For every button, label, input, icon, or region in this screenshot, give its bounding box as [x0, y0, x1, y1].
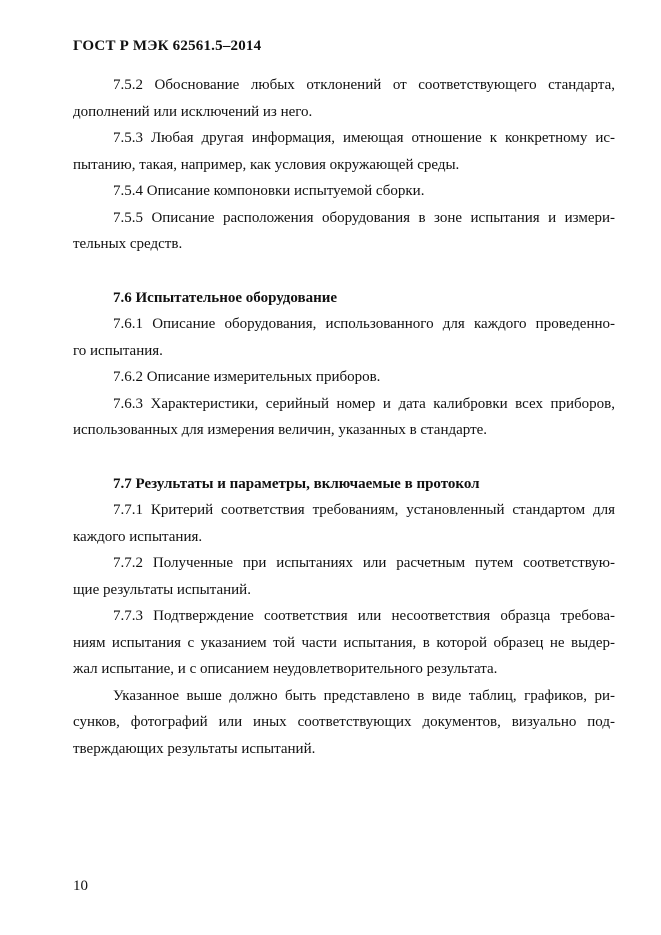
text-line: 7.7.2 Полученные при испытаниях или расчетным путем соответствую- — [113, 555, 615, 571]
text-line: 7.7.1 Критерий соответствия требованиям, установленный стандартом для — [113, 502, 615, 518]
section-gap — [73, 444, 615, 471]
text-line: 7.5.5 Описание расположения оборудования в зоне испытания и измери- — [113, 209, 615, 226]
text-line: использованных для измерения величин, указанных в стандарте. — [73, 422, 488, 438]
paragraph-7-7-3 — [73, 603, 615, 683]
paragraph-summary — [73, 683, 615, 763]
text-line: 7.6.1 Описание оборудования, использованного для каждого проведенно- — [113, 316, 615, 332]
text-line: щие результаты испытаний. — [73, 581, 251, 598]
paragraph-7-5-2 — [73, 72, 615, 125]
paragraph-7-7-2 — [73, 550, 615, 603]
section-heading-7-7: 7.7 Результаты и параметры, включаемые в протокол — [113, 475, 480, 492]
paragraph-7-6-1 — [73, 311, 615, 364]
paragraph-7-5-3 — [73, 125, 615, 178]
paragraph-7-5-4 — [73, 178, 615, 205]
text-line: жал испытание, и с описанием неудовлетворительного результата. — [73, 661, 498, 677]
paragraph-7-6-2 — [73, 364, 615, 391]
text-line: дополнений или исключений из него. — [73, 103, 313, 120]
paragraph-7-7-1 — [73, 497, 615, 550]
document-body — [73, 72, 615, 762]
paragraph-7-6-3 — [73, 391, 615, 444]
text-line: 7.7.3 Подтверждение соответствия или несоответствия образца требова- — [113, 608, 615, 624]
text-line: 7.6.2 Описание измерительных приборов. — [113, 369, 381, 385]
text-line: каждого испытания. — [73, 528, 203, 545]
text-line: 7.5.2 Обоснование любых отклонений от соответствующего стандарта, — [113, 77, 615, 93]
paragraph-7-5-5 — [73, 205, 615, 258]
text-line: пытанию, такая, например, как условия окружающей среды. — [73, 156, 460, 173]
document-header: ГОСТ Р МЭК 62561.5–2014 — [73, 38, 262, 54]
section-heading-7-6: 7.6 Испытательное оборудование — [113, 289, 338, 306]
text-line: 7.5.4 Описание компоновки испытуемой сборки. — [113, 183, 425, 199]
text-line: Указанное выше должно быть представлено в виде таблиц, графиков, ри- — [113, 687, 615, 704]
text-line: ниям испытания с указанием той части испытания, в которой образец не выдер- — [73, 634, 615, 651]
page-number: 10 — [73, 878, 88, 894]
text-line: сунков, фотографий или иных соответствующих документов, визуально под- — [73, 714, 615, 730]
text-line: го испытания. — [73, 342, 163, 359]
text-line: тверждающих результаты испытаний. — [73, 740, 316, 757]
text-line: 7.6.3 Характеристики, серийный номер и дата калибровки всех приборов, — [113, 395, 615, 412]
text-line: тельных средств. — [73, 236, 183, 252]
section-gap — [73, 258, 615, 285]
text-line: 7.5.3 Любая другая информация, имеющая отношение к конкретному ис- — [113, 130, 615, 146]
